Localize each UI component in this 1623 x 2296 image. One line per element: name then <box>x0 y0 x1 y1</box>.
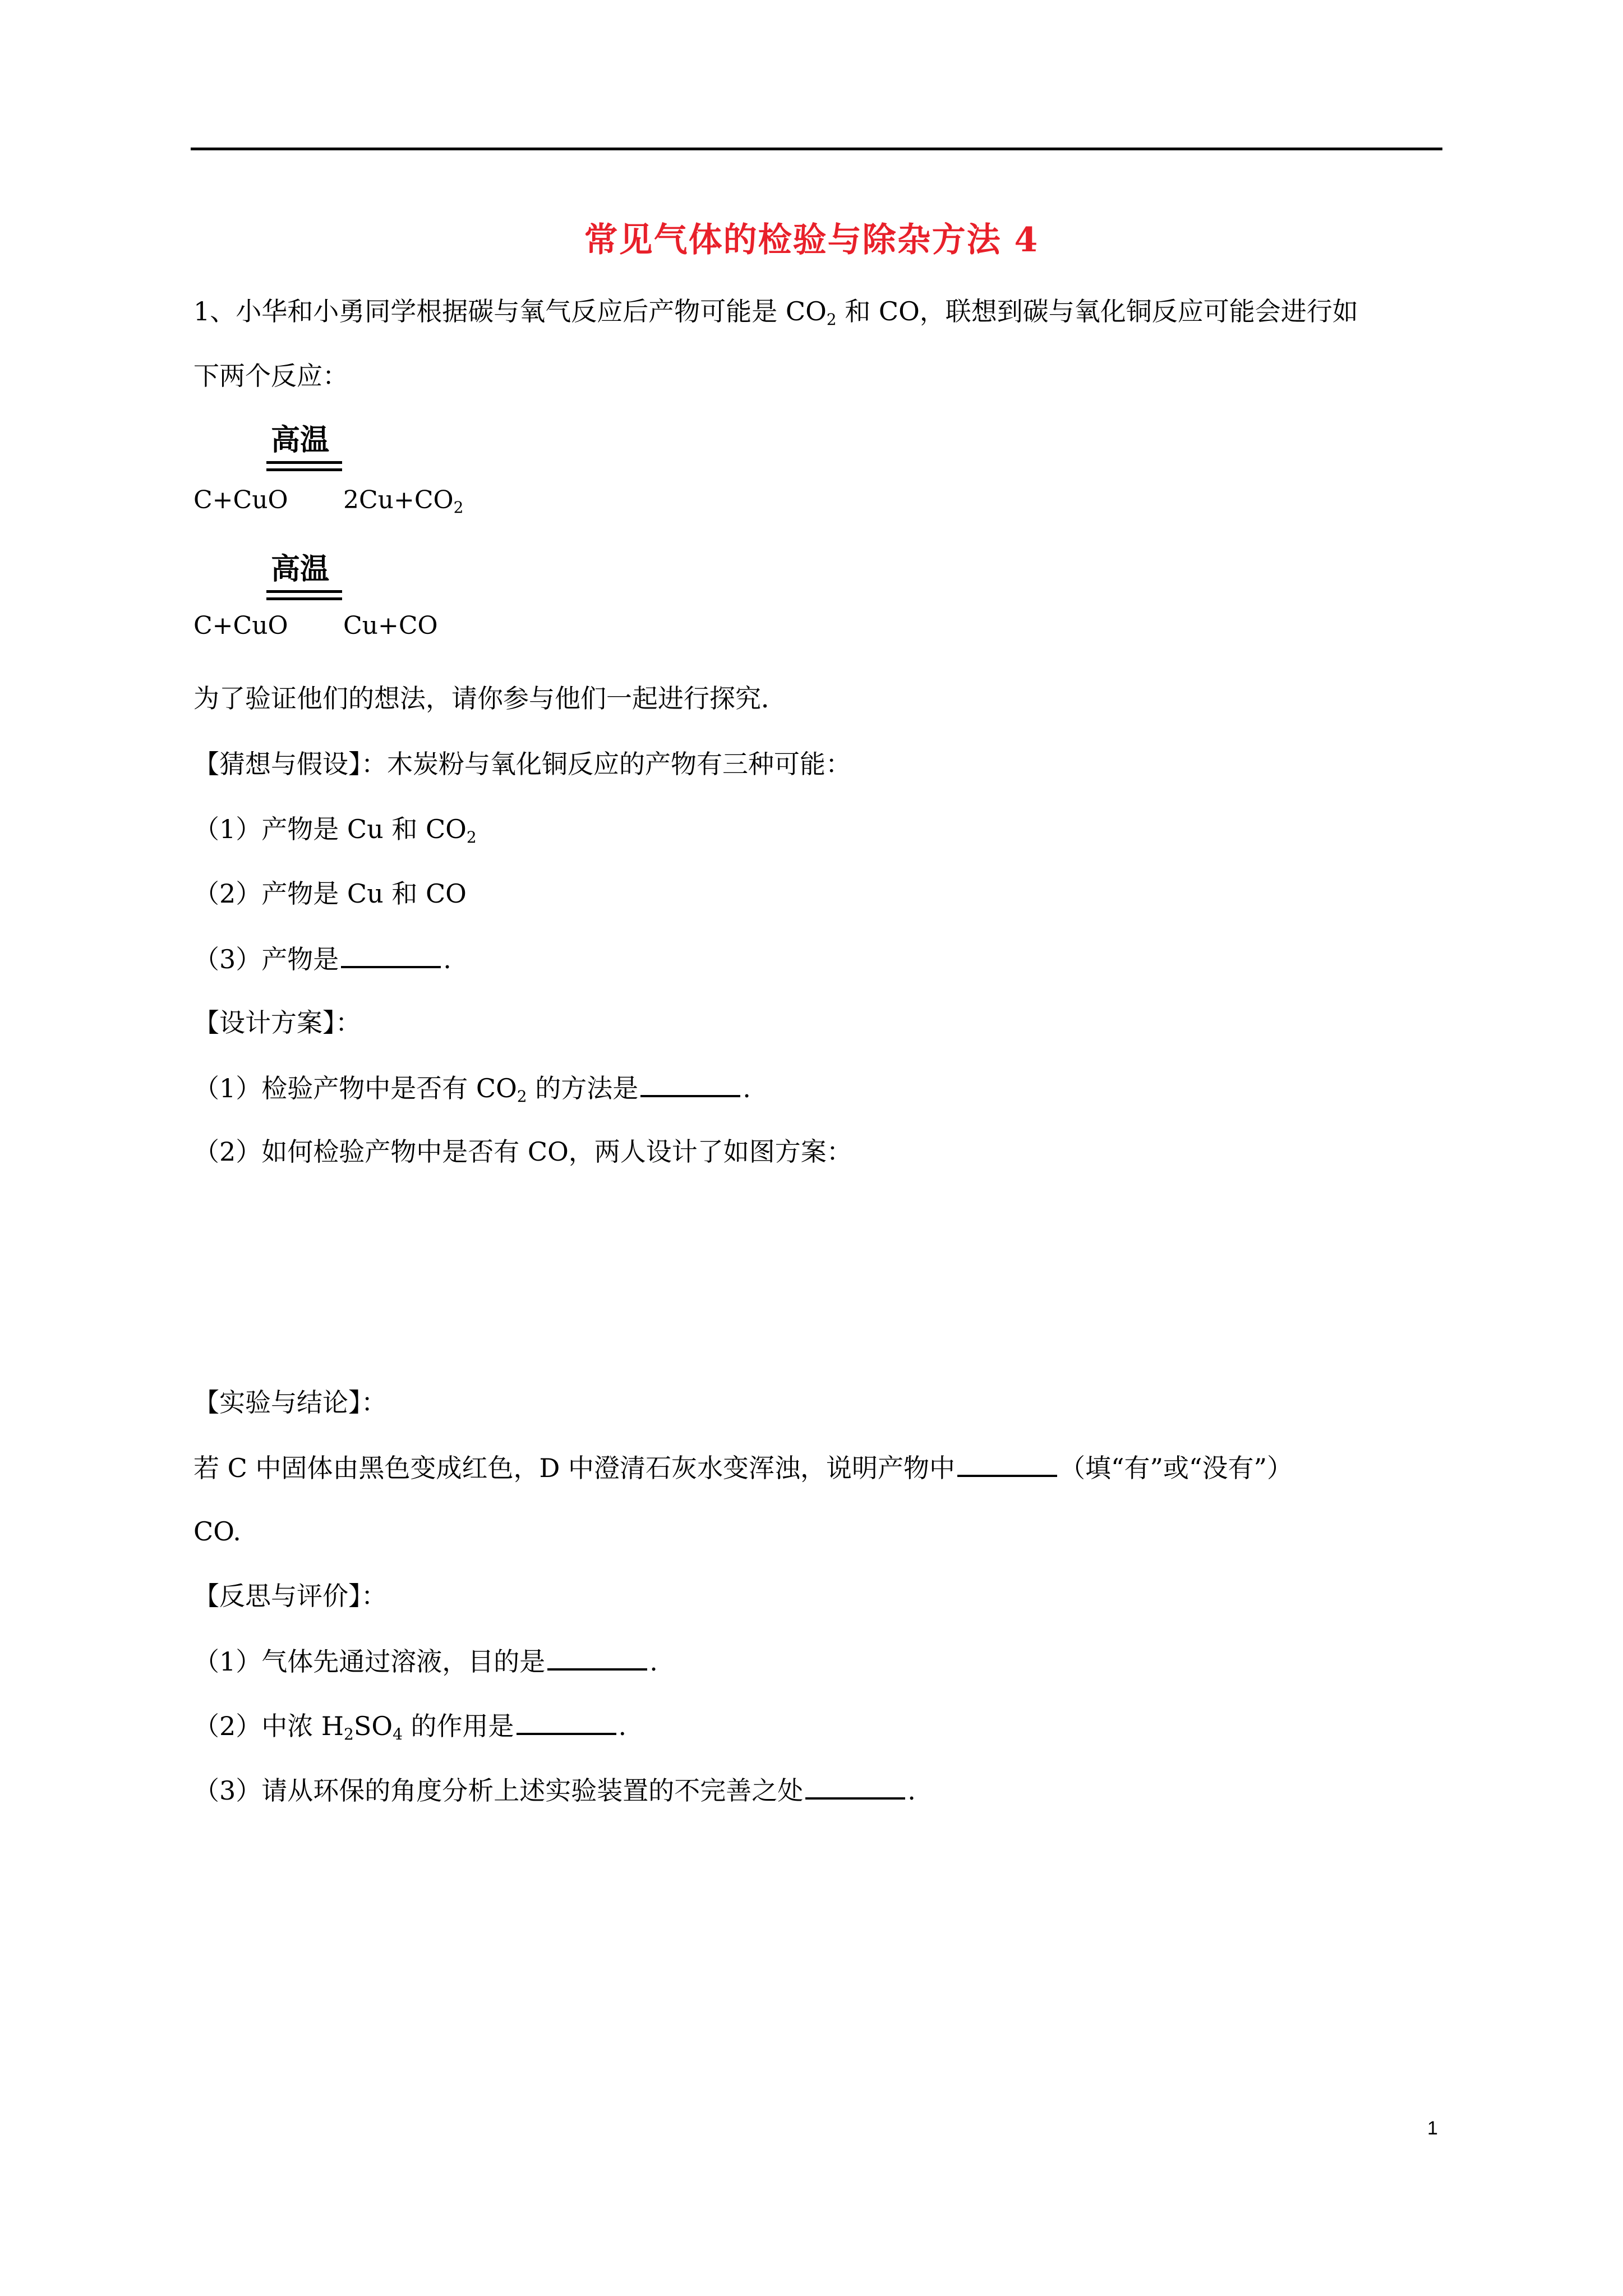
design-1: （1）检验产物中是否有 $CO_2$ 的方法是 . <box>193 1070 751 1105</box>
answer-blank[interactable] <box>805 1773 905 1800</box>
equation-1-products: $2Cu+CO_2$ <box>343 486 464 517</box>
question-intro: 1、小华和小勇同学根据碳与氧气反应后产物可能是 $CO_2$ 和 CO，联想到碳与氧化铜反应可能会进行如 <box>193 296 1358 329</box>
header-rule <box>191 148 1442 150</box>
equation-2-products: Cu+CO <box>343 611 438 640</box>
reflect-2: （2）中浓 $H_2SO_4$ 的作用是 . <box>193 1708 626 1743</box>
reflect-3: （3）请从环保的角度分析上述实验装置的不完善之处 . <box>193 1773 916 1807</box>
guess-1: （1）产物是 Cu 和 $CO_2$ <box>193 814 477 846</box>
question-intro-cont: 下两个反应： <box>193 361 348 391</box>
equation-1-condition: 高温 <box>271 424 330 457</box>
reflect-heading: 【反思与评价】： <box>193 1581 387 1611</box>
equation-2-condition: 高温 <box>271 553 330 586</box>
equation-1-equals-bottom <box>266 468 342 471</box>
answer-blank[interactable] <box>517 1708 616 1735</box>
equation-2-equals-bottom <box>266 597 342 600</box>
page-number: 1 <box>1427 2118 1438 2139</box>
equation-2-reactants: C+CuO <box>193 611 288 640</box>
experiment-1: 若 C 中固体由黑色变成红色，D 中澄清石灰水变浑浊，说明产物中 （填“有”或“没有”） <box>193 1450 1293 1485</box>
equation-2-equals-top <box>266 590 342 593</box>
guess-2: （2）产物是 Cu 和 CO <box>193 878 467 909</box>
guess-heading: 【猜想与假设】：木炭粉与氧化铜反应的产物有三种可能： <box>193 749 851 779</box>
reflect-1: （1）气体先通过溶液，目的是 . <box>193 1644 658 1678</box>
answer-blank[interactable] <box>547 1644 647 1671</box>
experiment-heading: 【实验与结论】： <box>193 1387 387 1418</box>
equation-1-reactants: C+CuO <box>193 486 288 514</box>
page-title: 常见气体的检验与除杂方法 4 <box>584 220 1039 260</box>
design-heading: 【设计方案】： <box>193 1007 361 1038</box>
answer-blank[interactable] <box>640 1070 740 1097</box>
answer-blank[interactable] <box>957 1450 1057 1477</box>
answer-blank[interactable] <box>341 941 441 968</box>
experiment-2: CO. <box>193 1516 241 1547</box>
verify-text: 为了验证他们的想法，请你参与他们一起进行探究． <box>193 683 787 714</box>
equation-1-equals-top <box>266 461 342 464</box>
guess-3: （3）产物是 . <box>193 941 451 976</box>
design-2: （2）如何检验产物中是否有 CO，两人设计了如图方案： <box>193 1137 852 1167</box>
